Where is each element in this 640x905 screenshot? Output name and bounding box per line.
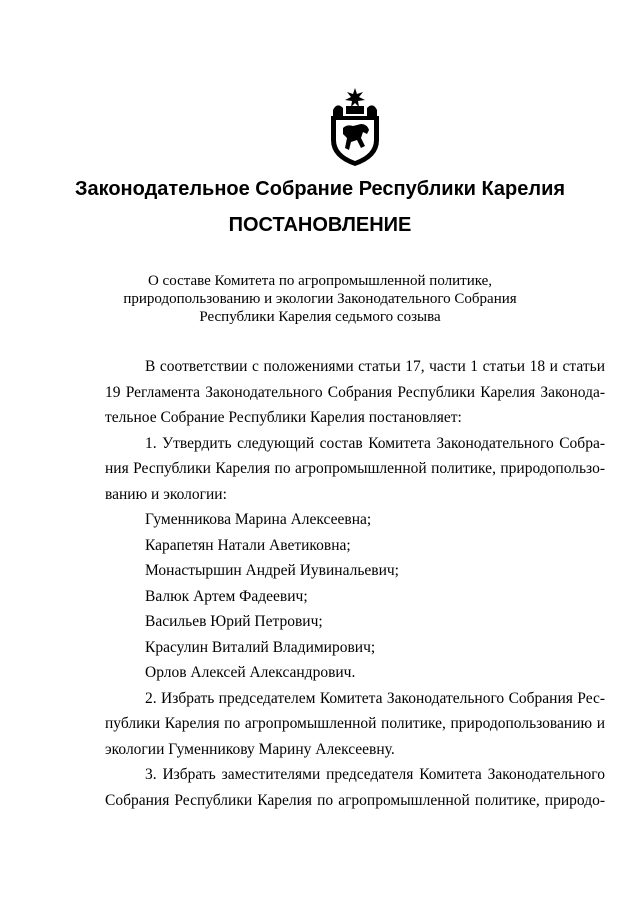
paragraph-line: ния Республики Карелия по агропромышленной политике, природопользо- — [105, 460, 605, 477]
organization-title: Законодательное Собрание Республики Карелия — [74, 178, 566, 200]
member-item: Васильев Юрий Петрович; — [145, 613, 323, 630]
document-type: ПОСТАНОВЛЕНИЕ — [228, 214, 412, 236]
committee-members-list — [105, 507, 605, 686]
karelia-coat-of-arms-icon — [325, 88, 385, 168]
paragraph-line: В соответствии с положениями статьи 17, части 1 статьи 18 и статьи — [145, 358, 605, 375]
paragraph-line: публики Карелия по агропромышленной политике, природопользованию и — [105, 715, 605, 732]
document-body — [105, 354, 605, 813]
item-1-paragraph — [105, 431, 605, 508]
subject-line: природопользованию и экологии Законодательного Собрания — [123, 291, 517, 307]
paragraph-line: 2. Избрать председателем Комитета Законодательного Собрания Рес- — [145, 689, 605, 707]
document-subject — [0, 272, 640, 326]
member-item: Гуменникова Марина Алексеевна; — [145, 511, 372, 528]
subject-line: О составе Комитета по агропромышленной политике, — [147, 273, 493, 289]
paragraph-line: экологии Гуменникову Марину Алексеевну. — [105, 740, 395, 758]
item-3-paragraph — [105, 762, 605, 813]
paragraph-line: 1. Утвердить следующий состав Комитета Законодательного Собра- — [145, 434, 605, 452]
paragraph-line: тельное Собрание Республики Карелия постановляет: — [105, 409, 462, 426]
paragraph-line: 19 Регламента Законодательного Собрания Республики Карелия Законода- — [105, 383, 605, 401]
member-item: Карапетян Натали Аветиковна; — [145, 536, 351, 554]
item-2-paragraph — [105, 686, 605, 763]
paragraph-line: Собрания Республики Карелия по агропромышленной политике, природо- — [105, 791, 605, 809]
member-item: Орлов Алексей Александрович. — [145, 664, 356, 681]
member-item: Красулин Виталий Владимирович; — [145, 638, 376, 656]
member-item: Монастыршин Андрей Иувинальевич; — [145, 562, 399, 579]
subject-line: Республики Карелия седьмого созыва — [199, 309, 441, 325]
paragraph-line: 3. Избрать заместителями председателя Комитета Законодательного — [145, 766, 605, 783]
paragraph-line: ванию и экологии: — [105, 485, 227, 503]
member-item: Валюк Артем Фадеевич; — [145, 587, 308, 605]
preamble-paragraph — [105, 354, 605, 431]
